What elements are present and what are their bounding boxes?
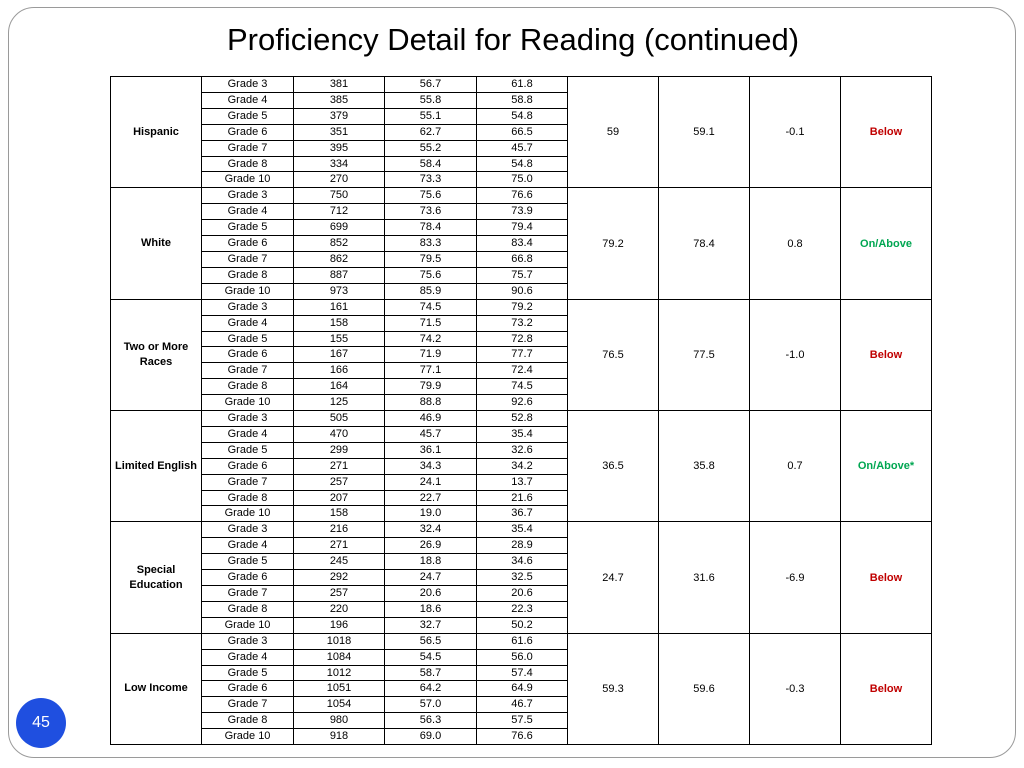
value-a-cell: 55.2 <box>385 140 477 156</box>
value-a-cell: 56.5 <box>385 633 477 649</box>
count-cell: 381 <box>294 77 385 93</box>
proficiency-table <box>110 76 932 745</box>
value-a-cell: 56.7 <box>385 77 477 93</box>
count-cell: 158 <box>294 315 385 331</box>
value-b-cell: 34.2 <box>477 458 568 474</box>
value-b-cell: 32.5 <box>477 570 568 586</box>
value-b-cell: 79.2 <box>477 299 568 315</box>
count-cell: 292 <box>294 570 385 586</box>
value-b-cell: 22.3 <box>477 601 568 617</box>
summary-value-1: 24.7 <box>568 522 659 633</box>
difference-value: -0.1 <box>750 77 841 188</box>
value-b-cell: 72.8 <box>477 331 568 347</box>
group-label: Limited English <box>111 411 202 522</box>
value-b-cell: 73.2 <box>477 315 568 331</box>
value-b-cell: 45.7 <box>477 140 568 156</box>
table-row <box>111 633 932 649</box>
grade-cell: Grade 7 <box>202 697 294 713</box>
summary-value-2: 35.8 <box>659 411 750 522</box>
value-a-cell: 78.4 <box>385 220 477 236</box>
value-b-cell: 61.6 <box>477 633 568 649</box>
grade-cell: Grade 6 <box>202 347 294 363</box>
count-cell: 1051 <box>294 681 385 697</box>
value-a-cell: 75.6 <box>385 267 477 283</box>
count-cell: 712 <box>294 204 385 220</box>
value-b-cell: 77.7 <box>477 347 568 363</box>
value-a-cell: 69.0 <box>385 729 477 745</box>
count-cell: 1012 <box>294 665 385 681</box>
difference-value: -6.9 <box>750 522 841 633</box>
difference-value: -0.3 <box>750 633 841 744</box>
value-a-cell: 58.4 <box>385 156 477 172</box>
grade-cell: Grade 5 <box>202 220 294 236</box>
count-cell: 918 <box>294 729 385 745</box>
grade-cell: Grade 5 <box>202 554 294 570</box>
value-a-cell: 56.3 <box>385 713 477 729</box>
count-cell: 216 <box>294 522 385 538</box>
grade-cell: Grade 5 <box>202 442 294 458</box>
count-cell: 470 <box>294 426 385 442</box>
value-a-cell: 24.7 <box>385 570 477 586</box>
group-label: White <box>111 188 202 299</box>
summary-value-1: 59 <box>568 77 659 188</box>
value-b-cell: 21.6 <box>477 490 568 506</box>
count-cell: 505 <box>294 411 385 427</box>
count-cell: 887 <box>294 267 385 283</box>
difference-value: -1.0 <box>750 299 841 410</box>
value-a-cell: 79.5 <box>385 251 477 267</box>
page-number-badge: 45 <box>16 698 66 748</box>
value-a-cell: 74.2 <box>385 331 477 347</box>
difference-value: 0.7 <box>750 411 841 522</box>
value-a-cell: 24.1 <box>385 474 477 490</box>
grade-cell: Grade 6 <box>202 236 294 252</box>
table-body <box>111 77 932 745</box>
value-a-cell: 36.1 <box>385 442 477 458</box>
count-cell: 1018 <box>294 633 385 649</box>
count-cell: 257 <box>294 474 385 490</box>
value-a-cell: 18.8 <box>385 554 477 570</box>
value-a-cell: 54.5 <box>385 649 477 665</box>
status-badge: On/Above <box>841 188 932 299</box>
value-b-cell: 57.5 <box>477 713 568 729</box>
value-a-cell: 75.6 <box>385 188 477 204</box>
value-b-cell: 76.6 <box>477 188 568 204</box>
summary-value-2: 78.4 <box>659 188 750 299</box>
group-label: Hispanic <box>111 77 202 188</box>
value-a-cell: 18.6 <box>385 601 477 617</box>
count-cell: 207 <box>294 490 385 506</box>
summary-value-1: 59.3 <box>568 633 659 744</box>
grade-cell: Grade 7 <box>202 586 294 602</box>
value-b-cell: 92.6 <box>477 395 568 411</box>
grade-cell: Grade 6 <box>202 124 294 140</box>
summary-value-1: 76.5 <box>568 299 659 410</box>
count-cell: 161 <box>294 299 385 315</box>
value-b-cell: 54.8 <box>477 156 568 172</box>
value-a-cell: 71.5 <box>385 315 477 331</box>
status-badge: Below <box>841 633 932 744</box>
value-a-cell: 83.3 <box>385 236 477 252</box>
value-a-cell: 32.7 <box>385 617 477 633</box>
value-b-cell: 57.4 <box>477 665 568 681</box>
value-b-cell: 90.6 <box>477 283 568 299</box>
grade-cell: Grade 6 <box>202 458 294 474</box>
value-b-cell: 28.9 <box>477 538 568 554</box>
value-b-cell: 66.5 <box>477 124 568 140</box>
value-a-cell: 73.3 <box>385 172 477 188</box>
value-b-cell: 32.6 <box>477 442 568 458</box>
grade-cell: Grade 5 <box>202 108 294 124</box>
group-label: Two or More Races <box>111 299 202 410</box>
value-a-cell: 32.4 <box>385 522 477 538</box>
value-b-cell: 76.6 <box>477 729 568 745</box>
value-b-cell: 66.8 <box>477 251 568 267</box>
grade-cell: Grade 10 <box>202 617 294 633</box>
value-a-cell: 58.7 <box>385 665 477 681</box>
count-cell: 385 <box>294 92 385 108</box>
grade-cell: Grade 8 <box>202 379 294 395</box>
table-row <box>111 188 932 204</box>
count-cell: 980 <box>294 713 385 729</box>
value-b-cell: 13.7 <box>477 474 568 490</box>
grade-cell: Grade 3 <box>202 188 294 204</box>
value-a-cell: 22.7 <box>385 490 477 506</box>
value-a-cell: 77.1 <box>385 363 477 379</box>
value-a-cell: 71.9 <box>385 347 477 363</box>
grade-cell: Grade 3 <box>202 522 294 538</box>
status-badge: Below <box>841 77 932 188</box>
status-badge: Below <box>841 522 932 633</box>
status-badge: On/Above* <box>841 411 932 522</box>
count-cell: 164 <box>294 379 385 395</box>
value-a-cell: 74.5 <box>385 299 477 315</box>
value-a-cell: 88.8 <box>385 395 477 411</box>
grade-cell: Grade 3 <box>202 411 294 427</box>
value-b-cell: 52.8 <box>477 411 568 427</box>
value-b-cell: 73.9 <box>477 204 568 220</box>
grade-cell: Grade 10 <box>202 729 294 745</box>
grade-cell: Grade 7 <box>202 474 294 490</box>
grade-cell: Grade 4 <box>202 538 294 554</box>
grade-cell: Grade 4 <box>202 426 294 442</box>
table-row <box>111 77 932 93</box>
value-b-cell: 72.4 <box>477 363 568 379</box>
value-a-cell: 34.3 <box>385 458 477 474</box>
count-cell: 166 <box>294 363 385 379</box>
count-cell: 167 <box>294 347 385 363</box>
count-cell: 862 <box>294 251 385 267</box>
grade-cell: Grade 4 <box>202 92 294 108</box>
grade-cell: Grade 6 <box>202 570 294 586</box>
count-cell: 699 <box>294 220 385 236</box>
difference-value: 0.8 <box>750 188 841 299</box>
value-b-cell: 50.2 <box>477 617 568 633</box>
value-b-cell: 75.0 <box>477 172 568 188</box>
grade-cell: Grade 3 <box>202 299 294 315</box>
count-cell: 158 <box>294 506 385 522</box>
value-a-cell: 19.0 <box>385 506 477 522</box>
value-b-cell: 58.8 <box>477 92 568 108</box>
value-b-cell: 61.8 <box>477 77 568 93</box>
count-cell: 125 <box>294 395 385 411</box>
grade-cell: Grade 3 <box>202 77 294 93</box>
value-a-cell: 73.6 <box>385 204 477 220</box>
value-a-cell: 55.8 <box>385 92 477 108</box>
grade-cell: Grade 8 <box>202 490 294 506</box>
value-a-cell: 85.9 <box>385 283 477 299</box>
grade-cell: Grade 5 <box>202 665 294 681</box>
value-b-cell: 36.7 <box>477 506 568 522</box>
grade-cell: Grade 7 <box>202 140 294 156</box>
page-title: Proficiency Detail for Reading (continued) <box>226 22 800 57</box>
count-cell: 1054 <box>294 697 385 713</box>
table-row <box>111 522 932 538</box>
grade-cell: Grade 7 <box>202 251 294 267</box>
grade-cell: Grade 4 <box>202 204 294 220</box>
summary-value-2: 31.6 <box>659 522 750 633</box>
value-a-cell: 62.7 <box>385 124 477 140</box>
grade-cell: Grade 6 <box>202 681 294 697</box>
value-a-cell: 57.0 <box>385 697 477 713</box>
value-b-cell: 35.4 <box>477 522 568 538</box>
grade-cell: Grade 10 <box>202 506 294 522</box>
count-cell: 245 <box>294 554 385 570</box>
group-label: Special Education <box>111 522 202 633</box>
group-label: Low Income <box>111 633 202 744</box>
count-cell: 155 <box>294 331 385 347</box>
value-b-cell: 46.7 <box>477 697 568 713</box>
table-row <box>111 299 932 315</box>
value-a-cell: 55.1 <box>385 108 477 124</box>
count-cell: 379 <box>294 108 385 124</box>
count-cell: 270 <box>294 172 385 188</box>
grade-cell: Grade 4 <box>202 315 294 331</box>
grade-cell: Grade 3 <box>202 633 294 649</box>
count-cell: 395 <box>294 140 385 156</box>
value-a-cell: 64.2 <box>385 681 477 697</box>
summary-value-1: 79.2 <box>568 188 659 299</box>
grade-cell: Grade 10 <box>202 172 294 188</box>
summary-value-1: 36.5 <box>568 411 659 522</box>
count-cell: 220 <box>294 601 385 617</box>
grade-cell: Grade 8 <box>202 156 294 172</box>
value-a-cell: 79.9 <box>385 379 477 395</box>
value-a-cell: 45.7 <box>385 426 477 442</box>
summary-value-2: 77.5 <box>659 299 750 410</box>
grade-cell: Grade 7 <box>202 363 294 379</box>
value-b-cell: 34.6 <box>477 554 568 570</box>
grade-cell: Grade 10 <box>202 283 294 299</box>
value-b-cell: 79.4 <box>477 220 568 236</box>
count-cell: 351 <box>294 124 385 140</box>
value-b-cell: 75.7 <box>477 267 568 283</box>
status-badge: Below <box>841 299 932 410</box>
value-b-cell: 83.4 <box>477 236 568 252</box>
summary-value-2: 59.6 <box>659 633 750 744</box>
count-cell: 973 <box>294 283 385 299</box>
value-a-cell: 46.9 <box>385 411 477 427</box>
count-cell: 271 <box>294 458 385 474</box>
value-b-cell: 56.0 <box>477 649 568 665</box>
value-a-cell: 26.9 <box>385 538 477 554</box>
grade-cell: Grade 8 <box>202 713 294 729</box>
count-cell: 750 <box>294 188 385 204</box>
count-cell: 271 <box>294 538 385 554</box>
table-row <box>111 411 932 427</box>
count-cell: 334 <box>294 156 385 172</box>
summary-value-2: 59.1 <box>659 77 750 188</box>
value-b-cell: 20.6 <box>477 586 568 602</box>
grade-cell: Grade 8 <box>202 267 294 283</box>
value-b-cell: 54.8 <box>477 108 568 124</box>
count-cell: 299 <box>294 442 385 458</box>
value-b-cell: 74.5 <box>477 379 568 395</box>
value-b-cell: 64.9 <box>477 681 568 697</box>
value-a-cell: 20.6 <box>385 586 477 602</box>
count-cell: 1084 <box>294 649 385 665</box>
grade-cell: Grade 8 <box>202 601 294 617</box>
grade-cell: Grade 5 <box>202 331 294 347</box>
grade-cell: Grade 4 <box>202 649 294 665</box>
count-cell: 852 <box>294 236 385 252</box>
value-b-cell: 35.4 <box>477 426 568 442</box>
grade-cell: Grade 10 <box>202 395 294 411</box>
count-cell: 257 <box>294 586 385 602</box>
count-cell: 196 <box>294 617 385 633</box>
